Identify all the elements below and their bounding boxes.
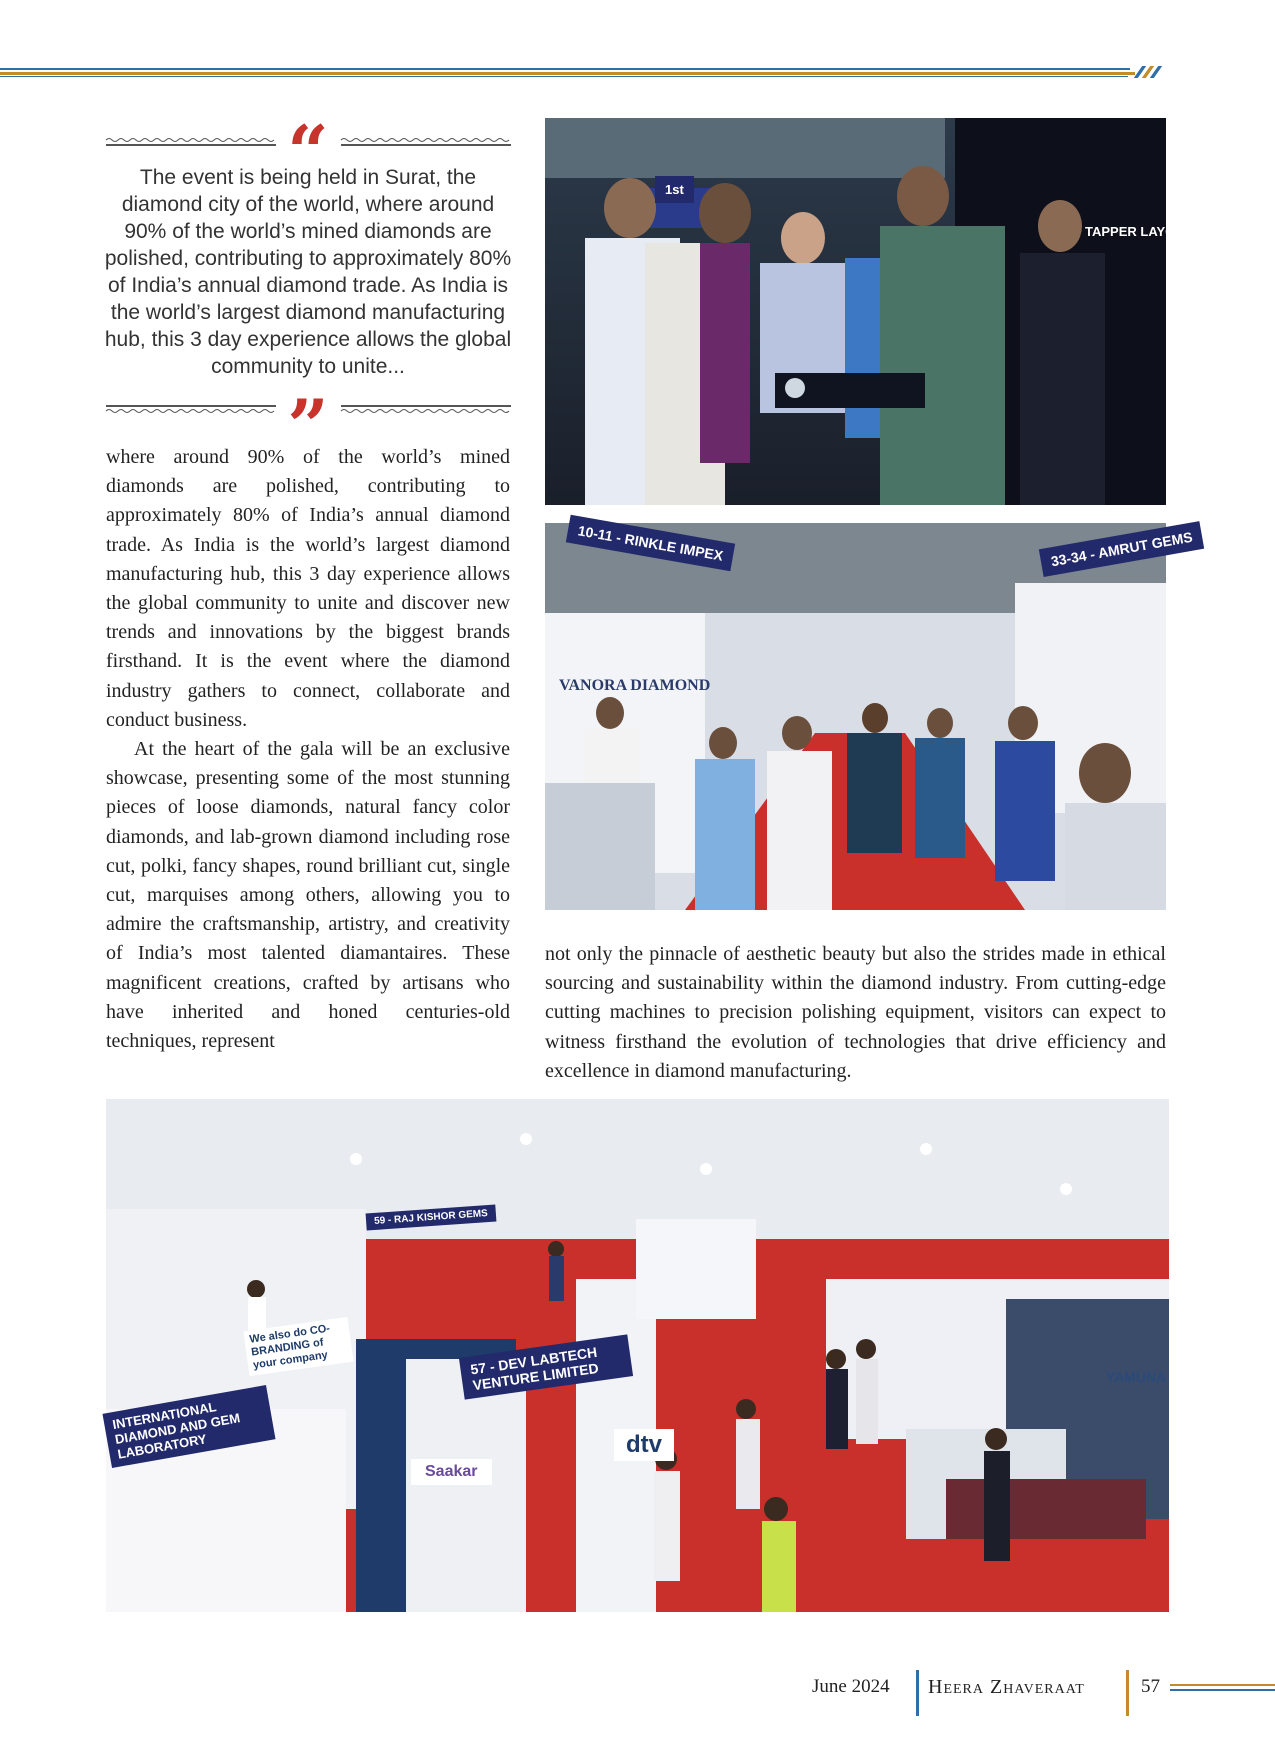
footer-date: June 2024 [812, 1676, 890, 1697]
sign-yamuna: YAMUNA [1106, 1369, 1167, 1385]
sign-rinkle-impex: 10-11 - RINKLE IMPEX [566, 515, 735, 572]
sign-amrut-gems: 33-34 - AMRUT GEMS [1039, 521, 1205, 577]
sign-saakar: Saakar [411, 1459, 492, 1485]
sign-dtv: dtv [614, 1429, 674, 1461]
sign-international-diamond-lab: INTERNATIONAL DIAMOND AND GEM LABORATORY [102, 1385, 275, 1468]
article-left-column [106, 443, 510, 1056]
footer-divider-gold [1126, 1670, 1129, 1716]
footer-divider-blue [916, 1670, 919, 1716]
footer-page-number: 57 [1141, 1676, 1160, 1697]
sign-co-branding: We also do CO-BRANDING of your company [243, 1317, 353, 1376]
close-quote-icon: ” [278, 390, 338, 430]
open-quote-icon: “ [278, 116, 338, 156]
top-decorative-rule [0, 68, 1165, 78]
pull-quote-text: The event is being held in Surat, the diamond city of the world, where around 90% of the world’s mined diamonds are polished, contributing to approximately 80% of India’s annual diamond trade. As India is the world’s largest diamond manufacturing hub, this 3 day experience allows the global community to unite... [104, 166, 512, 378]
article-paragraph-3: not only the pinnacle of aesthetic beauty but also the strides made in ethical sourcing and sustainability within the diamond industry. From cutting-edge cutting machines to precision polishing equipment, visitors can expect to witness firsthand the evolution of technologies that drive efficiency and excellence in diamond manufacturing. [545, 943, 1166, 1082]
sign-1st: 1st [655, 176, 694, 203]
sign-dev-labtech: 57 - DEV LABTECH VENTURE LIMITED [459, 1334, 633, 1399]
footer-decorative-lines [1170, 1684, 1275, 1694]
page-footer [0, 1668, 1275, 1718]
sign-raj-kishor-gems: 59 - RAJ KISHOR GEMS [366, 1204, 497, 1230]
article-right-column [545, 940, 1166, 1086]
footer-brand: Heera Zhaveraat [928, 1676, 1085, 1698]
sign-tapper: TAPPER LAYO [1085, 224, 1176, 239]
photo-booth-visitors [545, 118, 1176, 505]
photo-exhibition-aisle [545, 522, 1194, 910]
sign-vanora: VANORA DIAMOND [559, 677, 711, 694]
article-paragraph-2: At the heart of the gala will be an exclusive showcase, presenting some of the most stunning pieces of loose diamonds, natural fancy color diamonds, and lab-grown diamond including rose cut, polki, fancy shapes, round brilliant cut, single cut, marquises among others, allowing you to admire the craftsmanship, artistry, and creativity of India’s most talented diamantaires. These magnificent creations, crafted by artisans who have inherited and honed centuries-old techniques, represent [106, 738, 510, 1053]
photo-expo-floor-overview [106, 1099, 1169, 1612]
article-paragraph-1: where around 90% of the world’s mined diamonds are polished, contributing to approximately 80% of India’s annual diamond trade. As India is the world’s largest diamond manufacturing hub, this 3 day experience allows the global community to unite and discover new trends and innovations by the biggest brands firsthand. It is the event where the diamond industry gathers to connect, collaborate and conduct business. [106, 446, 510, 731]
